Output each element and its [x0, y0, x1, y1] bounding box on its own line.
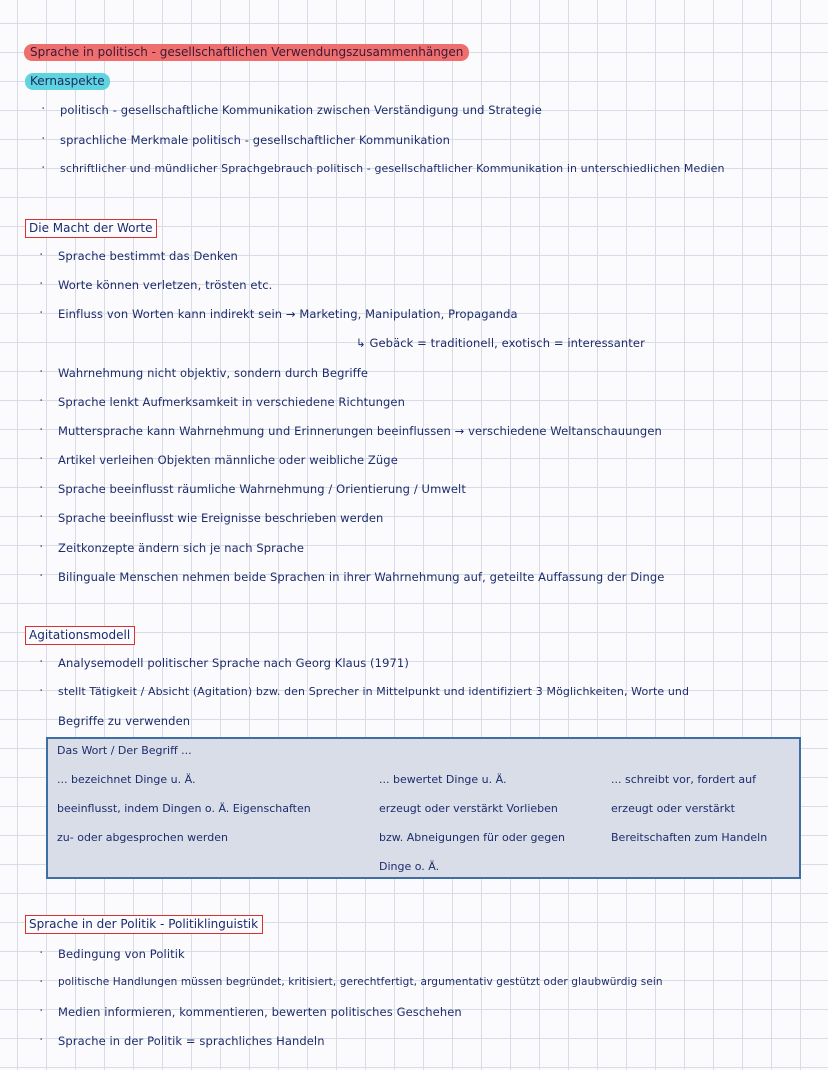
list-item: · Analysemodell politischer Sprache nach Georg Klaus (1971) [58, 656, 409, 670]
list-item: · politische Handlungen müssen begründet, kritisiert, gerechtfertigt, argumentativ gestützt oder glaubwürdig sein [58, 976, 663, 988]
table-cell: ... bezeichnet Dinge u. Ä. [57, 773, 196, 786]
table-cell: beeinflusst, indem Dingen o. Ä. Eigenschaften [57, 802, 311, 815]
table-cell: zu- oder abgesprochen werden [57, 831, 228, 844]
table-cell: bzw. Abneigungen für oder gegen [379, 831, 566, 844]
list-item: · sprachliche Merkmale politisch - gesellschaftlicher Kommunikation [60, 133, 450, 147]
agitation-heading: Agitationsmodell [25, 626, 135, 645]
list-item: · Sprache beeinflusst räumliche Wahrnehmung / Orientierung / Umwelt [58, 482, 466, 496]
table-cell: Dinge o. Ä. [379, 860, 440, 873]
kernaspekte-heading: Kernaspekte [25, 73, 110, 90]
list-item: · Zeitkonzepte ändern sich je nach Sprache [58, 541, 304, 555]
list-item: · Bilinguale Menschen nehmen beide Sprachen in ihrer Wahrnehmung auf, geteilte Auffassung der Dinge [58, 570, 664, 584]
list-item: · Sprache bestimmt das Denken [58, 249, 238, 263]
list-item: · Muttersprache kann Wahrnehmung und Erinnerungen beeinflussen → verschiedene Weltanschauungen [58, 424, 662, 438]
list-item: · Sprache in der Politik = sprachliches Handeln [58, 1034, 325, 1048]
main-heading: Sprache in politisch - gesellschaftlichen Verwendungszusammenhängen [24, 44, 469, 61]
table-cell: ... schreibt vor, fordert auf [611, 773, 756, 786]
table-title: Das Wort / Der Begriff ... [57, 744, 192, 757]
list-item: · politisch - gesellschaftliche Kommunikation zwischen Verständigung und Strategie [60, 103, 542, 117]
table-cell: Bereitschaften zum Handeln [611, 831, 768, 844]
list-item: · stellt Tätigkeit / Absicht (Agitation) bzw. den Sprecher in Mittelpunkt und identifiziert 3 Möglichkeiten, Worte und [58, 685, 689, 698]
list-item: · schriftlicher und mündlicher Sprachgebrauch politisch - gesellschaftlicher Kommunikation in unterschiedlichen Medien [60, 162, 725, 175]
list-item: · Wahrnehmung nicht objektiv, sondern durch Begriffe [58, 366, 368, 380]
table-cell: erzeugt oder verstärkt Vorlieben [379, 802, 558, 815]
table-cell: erzeugt oder verstärkt [611, 802, 735, 815]
list-item: · Bedingung von Politik [58, 947, 185, 961]
list-item: · Sprache lenkt Aufmerksamkeit in verschiedene Richtungen [58, 395, 405, 409]
list-item: · Einfluss von Worten kann indirekt sein → Marketing, Manipulation, Propaganda [58, 307, 518, 321]
table-cell: ... bewertet Dinge u. Ä. [379, 773, 507, 786]
politik-heading: Sprache in der Politik - Politiklinguistik [25, 915, 263, 934]
list-item: · Artikel verleihen Objekten männliche oder weibliche Züge [58, 453, 398, 467]
list-item-continued: Begriffe zu verwenden [58, 714, 191, 728]
sub-note: ↳ Gebäck = traditionell, exotisch = interessanter [356, 336, 645, 350]
macht-heading: Die Macht der Worte [25, 219, 157, 238]
list-item: · Worte können verletzen, trösten etc. [58, 278, 272, 292]
list-item: · Medien informieren, kommentieren, bewerten politisches Geschehen [58, 1005, 462, 1019]
list-item: · Sprache beeinflusst wie Ereignisse beschrieben werden [58, 511, 383, 525]
